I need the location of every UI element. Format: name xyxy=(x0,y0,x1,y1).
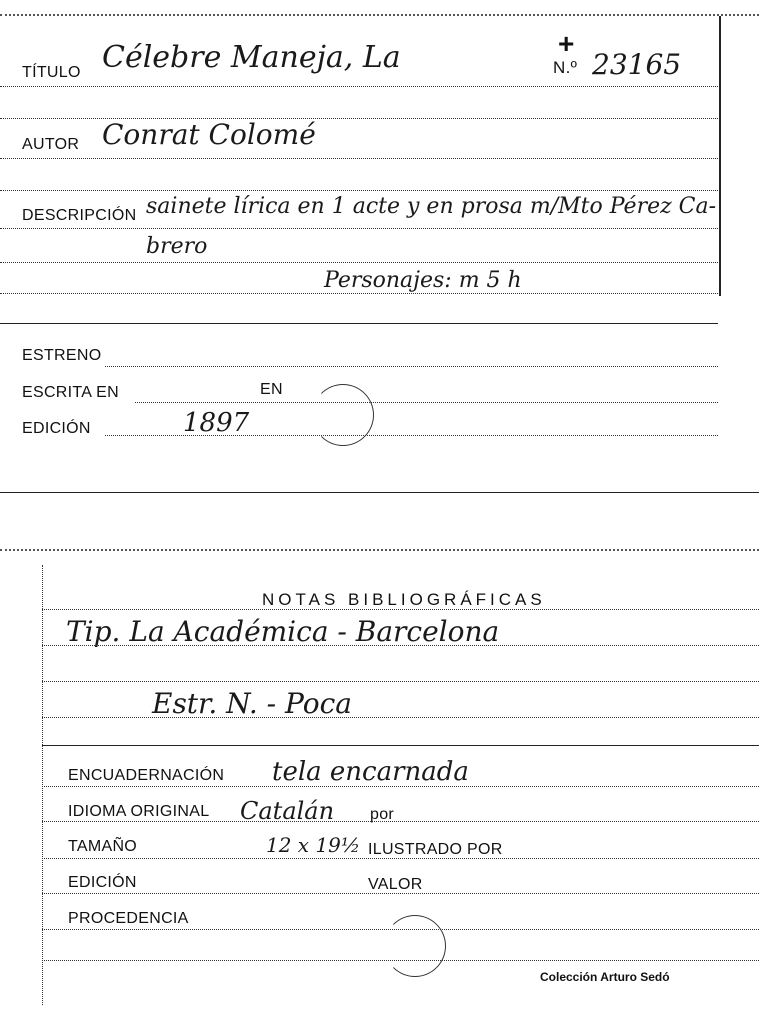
escrita-label: ESCRITA EN xyxy=(22,384,119,401)
por-label: por xyxy=(370,806,395,823)
rule-estreno xyxy=(105,366,718,367)
descripcion-label: DESCRIPCIÓN xyxy=(22,207,137,224)
cross-mark: + xyxy=(558,28,575,59)
bottom-catalog-card xyxy=(0,545,759,1028)
encuadernacion-value: tela encarnada xyxy=(272,757,469,787)
rule-titulo xyxy=(0,86,718,87)
titulo-value: Célebre Maneja, La xyxy=(102,40,401,75)
card-bottom-edge xyxy=(0,492,759,493)
rule-autor xyxy=(0,158,718,159)
descripcion-line-1: sainete lírica en 1 acte y en prosa m/Mto Pérez Ca- xyxy=(146,194,717,219)
notas-line-2: Estr. N. - Poca xyxy=(152,687,352,720)
ilustrado-label: ILUSTRADO POR xyxy=(368,841,503,858)
tamano-label: TAMAÑO xyxy=(68,838,138,855)
idioma-value: Catalán xyxy=(240,797,335,825)
rule-section-divider xyxy=(0,323,718,324)
edicion-value: 1897 xyxy=(183,408,250,438)
rule-notes-1 xyxy=(42,645,759,646)
edicion-label: EDICIÓN xyxy=(22,420,91,437)
rule-notes-3 xyxy=(42,717,759,718)
collection-credit: Colección Arturo Sedó xyxy=(540,970,670,984)
numero-label: N.º xyxy=(553,58,578,77)
rule-edicion xyxy=(105,435,718,436)
autor-label: AUTOR xyxy=(22,136,80,153)
card-left-edge xyxy=(42,565,43,1005)
edicion-label: EDICIÓN xyxy=(68,874,137,891)
procedencia-label: PROCEDENCIA xyxy=(68,910,189,927)
top-catalog-card xyxy=(0,0,759,495)
rule-desc-3 xyxy=(0,293,718,294)
descripcion-line-3: Personajes: m 5 h xyxy=(324,268,522,293)
card-top-edge xyxy=(0,549,759,551)
stamp-circle xyxy=(312,384,374,446)
rule-idioma xyxy=(42,821,759,822)
rule-descripcion xyxy=(0,228,718,229)
estreno-label: ESTRENO xyxy=(22,347,102,364)
notas-heading: NOTAS BIBLIOGRÁFICAS xyxy=(262,590,546,609)
rule-section-divider xyxy=(42,745,759,746)
en-label: EN xyxy=(260,381,283,398)
card-top-edge xyxy=(0,14,759,16)
rule-notes-2 xyxy=(42,681,759,682)
titulo-label: TÍTULO xyxy=(22,64,81,81)
rule-tamano xyxy=(42,858,759,859)
tamano-value: 12 x 19½ xyxy=(266,833,361,857)
autor-value: Conrat Colomé xyxy=(102,118,316,151)
rule-heading xyxy=(42,609,759,610)
stamp-circle xyxy=(384,915,446,977)
idioma-label: IDIOMA ORIGINAL xyxy=(68,803,210,820)
card-right-edge xyxy=(719,16,721,296)
rule-desc-2 xyxy=(0,262,718,263)
rule-encuadernacion xyxy=(42,786,759,787)
rule-blank-2 xyxy=(0,190,718,191)
rule-escrita xyxy=(135,402,718,403)
numero-value: 23165 xyxy=(592,48,682,81)
rule-edicion xyxy=(42,893,759,894)
encuadernacion-label: ENCUADERNACIÓN xyxy=(68,767,225,784)
descripcion-line-2: brero xyxy=(146,234,208,259)
valor-label: VALOR xyxy=(368,876,423,893)
notas-line-1: Tip. La Académica - Barcelona xyxy=(66,615,500,648)
